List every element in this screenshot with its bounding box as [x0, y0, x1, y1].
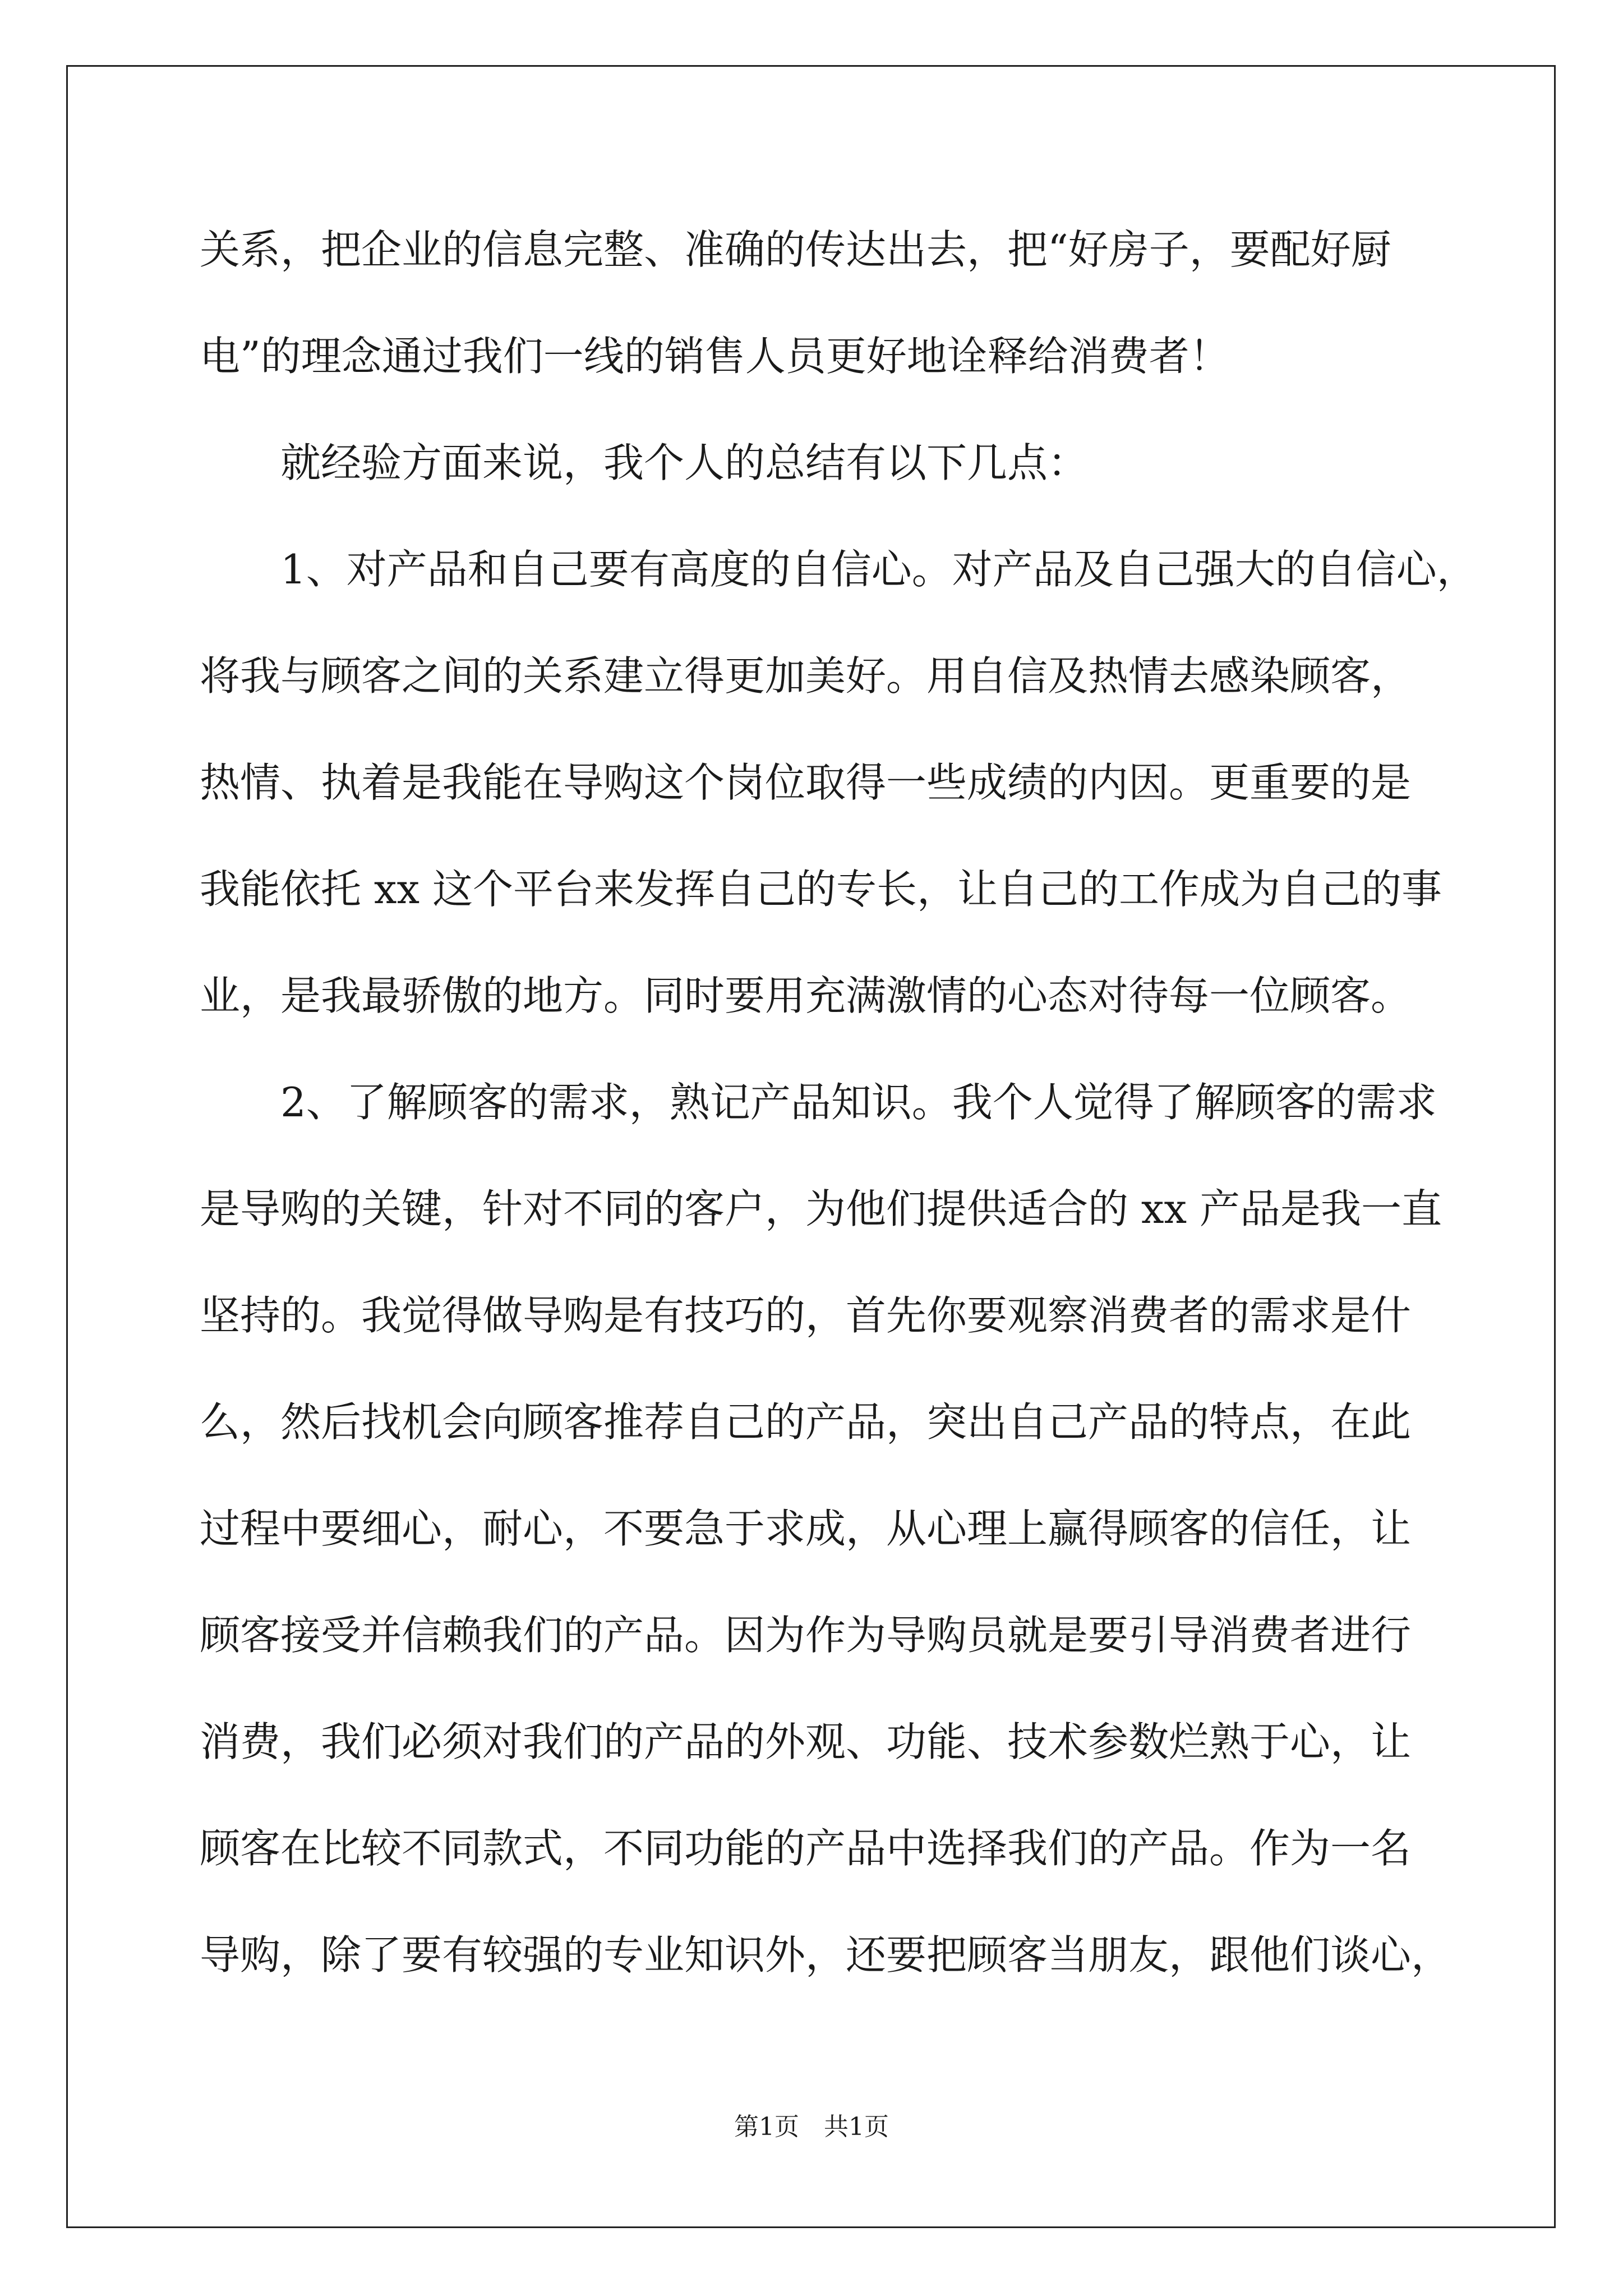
- text-line: 顾客在比较不同款式，不同功能的产品中选择我们的产品。作为一名: [200, 1825, 1412, 1872]
- text-line: 过程中要细心，耐心，不要急于求成，从心理上赢得顾客的信任，让: [200, 1505, 1412, 1552]
- text-line: 坚持的。我觉得做导购是有技巧的，首先你要观察消费者的需求是什: [200, 1292, 1412, 1339]
- text-line: 热情、执着是我能在导购这个岗位取得一些成绩的内因。更重要的是: [200, 759, 1412, 806]
- text-line: 关系，把企业的信息完整、准确的传达出去，把“好房子，要配好厨: [200, 226, 1391, 273]
- text-line: 是导购的关键，针对不同的客户，为他们提供适合的 xx 产品是我一直: [200, 1185, 1442, 1232]
- text-line: 将我与顾客之间的关系建立得更加美好。用自信及热情去感染顾客，: [200, 652, 1412, 700]
- document-body: [200, 219, 1477, 2031]
- text-line: 业，是我最骄傲的地方。同时要用充满激情的心态对待每一位顾客。: [200, 972, 1412, 1019]
- paragraph-start: 1、对产品和自己要有高度的自信心。对产品及自己强大的自信心，: [280, 546, 1477, 593]
- paragraph-start: 2、了解顾客的需求，熟记产品知识。我个人觉得了解顾客的需求: [280, 1079, 1437, 1126]
- text-line: 消费，我们必须对我们的产品的外观、功能、技术参数烂熟于心，让: [200, 1718, 1412, 1765]
- paragraph-start: 就经验方面来说，我个人的总结有以下几点：: [280, 439, 1089, 486]
- text-line: 么，然后找机会向顾客推荐自己的产品，突出自己产品的特点，在此: [200, 1398, 1412, 1446]
- text-line: 顾客接受并信赖我们的产品。因为作为导购员就是要引导消费者进行: [200, 1612, 1412, 1659]
- text-line: 导购，除了要有较强的专业知识外，还要把顾客当朋友，跟他们谈心，: [200, 1931, 1452, 1978]
- text-line: 电”的理念通过我们一线的销售人员更好地诠释给消费者！: [200, 333, 1230, 380]
- page-footer: 第1页 共1页: [734, 2113, 889, 2141]
- text-line: 我能依托 xx 这个平台来发挥自己的专长，让自己的工作成为自己的事: [200, 866, 1442, 913]
